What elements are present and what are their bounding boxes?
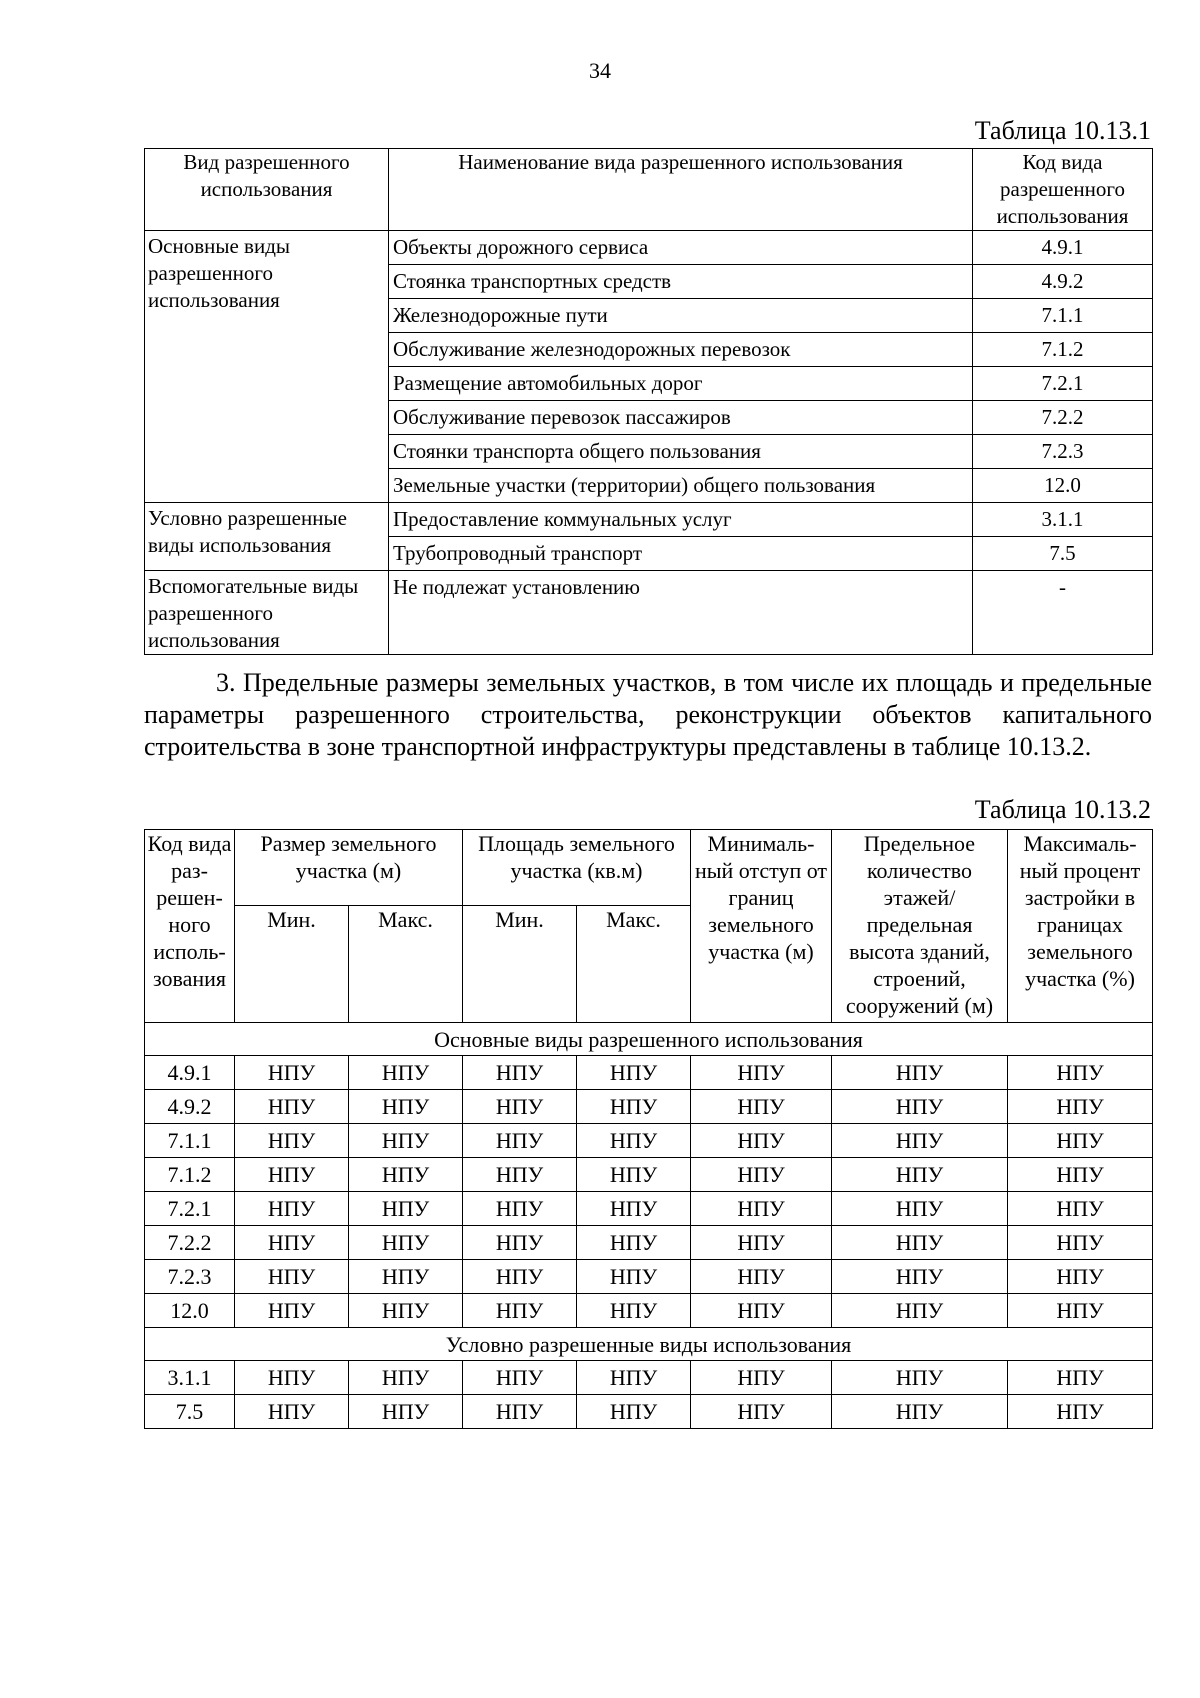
code-cell: 7.2.1 [145,1192,235,1226]
use-name-cell: Земельные участки (территории) общего пользования [389,469,973,503]
section-row [145,1023,1153,1056]
header-area-min: Мин. [463,906,577,1023]
table-caption: Таблица 10.13.1 [974,116,1151,145]
table-row [145,1090,1153,1124]
use-name-cell: Железнодорожные пути [389,299,973,333]
table-caption: Таблица 10.13.2 [974,795,1151,824]
value-cell: НПУ [1008,1056,1153,1090]
header-size-max: Макс. [349,906,463,1023]
value-cell: НПУ [1008,1124,1153,1158]
value-cell: НПУ [1008,1158,1153,1192]
section-title: Условно разрешенные виды использования [145,1328,1153,1361]
header-use-name: Наименование вида разрешенного использования [389,149,973,231]
use-code-cell: - [973,571,1153,655]
table-row [145,1361,1153,1395]
value-cell: НПУ [832,1226,1008,1260]
code-cell: 7.2.2 [145,1226,235,1260]
value-cell: НПУ [1008,1395,1153,1429]
value-cell: НПУ [832,1395,1008,1429]
value-cell: НПУ [235,1192,349,1226]
value-cell: НПУ [463,1294,577,1328]
value-cell: НПУ [1008,1260,1153,1294]
permitted-use-table-body [145,231,1153,655]
value-cell: НПУ [1008,1192,1153,1226]
value-cell: НПУ [577,1056,691,1090]
value-cell: НПУ [235,1294,349,1328]
value-cell: НПУ [832,1124,1008,1158]
value-cell: НПУ [235,1226,349,1260]
value-cell: НПУ [349,1192,463,1226]
table-row [145,1395,1153,1429]
table-row [145,1056,1153,1090]
table-row [145,1192,1153,1226]
use-name-cell: Стоянки транспорта общего пользования [389,435,973,469]
value-cell: НПУ [577,1395,691,1429]
table-row [145,1226,1153,1260]
value-cell: НПУ [235,1056,349,1090]
value-cell: НПУ [463,1158,577,1192]
value-cell: НПУ [691,1260,832,1294]
body-paragraph: 3. Предельные размеры земельных участков, в том числе их площадь и предельные параметры разрешенного строительства, реконструкции объектов капитального строительства в зоне транспортной инфраструктуры представлены в таблице 10.13.2. [144,668,1152,761]
value-cell: НПУ [832,1361,1008,1395]
use-name-cell: Обслуживание перевозок пассажиров [389,401,973,435]
table-row [145,1294,1153,1328]
use-code-cell: 12.0 [973,469,1153,503]
value-cell: НПУ [832,1090,1008,1124]
table-row [145,503,1153,537]
use-name-cell: Не подлежат установлению [389,571,973,655]
use-code-cell: 7.2.3 [973,435,1153,469]
value-cell: НПУ [577,1361,691,1395]
permitted-use-table [144,148,1153,655]
value-cell: НПУ [577,1158,691,1192]
code-cell: 7.5 [145,1395,235,1429]
value-cell: НПУ [349,1158,463,1192]
code-cell: 3.1.1 [145,1361,235,1395]
section-row [145,1328,1153,1361]
code-cell: 12.0 [145,1294,235,1328]
plot-parameters-table-body [145,1023,1153,1429]
value-cell: НПУ [577,1294,691,1328]
header-coverage: Максималь-ный процент застройки в границах земельного участка (%) [1008,830,1153,1023]
use-code-cell: 4.9.1 [973,231,1153,265]
value-cell: НПУ [463,1361,577,1395]
use-code-cell: 7.1.2 [973,333,1153,367]
code-cell: 4.9.2 [145,1090,235,1124]
value-cell: НПУ [235,1124,349,1158]
value-cell: НПУ [463,1260,577,1294]
value-cell: НПУ [691,1090,832,1124]
section-title: Основные виды разрешенного использования [145,1023,1153,1056]
use-name-cell: Размещение автомобильных дорог [389,367,973,401]
value-cell: НПУ [349,1395,463,1429]
table-header-row [145,149,1153,231]
value-cell: НПУ [463,1056,577,1090]
header-plot-area: Площадь земельного участка (кв.м) [463,830,691,906]
value-cell: НПУ [463,1090,577,1124]
value-cell: НПУ [349,1090,463,1124]
value-cell: НПУ [832,1158,1008,1192]
value-cell: НПУ [235,1395,349,1429]
value-cell: НПУ [832,1192,1008,1226]
value-cell: НПУ [235,1090,349,1124]
value-cell: НПУ [691,1226,832,1260]
value-cell: НПУ [1008,1090,1153,1124]
value-cell: НПУ [463,1226,577,1260]
value-cell: НПУ [349,1294,463,1328]
table-row [145,1124,1153,1158]
category-cell: Вспомогательные виды разрешенного использования [145,571,389,655]
value-cell: НПУ [235,1361,349,1395]
table-row [145,1158,1153,1192]
table-header-row [145,830,1153,906]
use-code-cell: 7.1.1 [973,299,1153,333]
value-cell: НПУ [235,1158,349,1192]
use-name-cell: Стоянка транспортных средств [389,265,973,299]
value-cell: НПУ [832,1260,1008,1294]
value-cell: НПУ [577,1260,691,1294]
code-cell: 4.9.1 [145,1056,235,1090]
value-cell: НПУ [349,1124,463,1158]
use-name-cell: Объекты дорожного сервиса [389,231,973,265]
use-code-cell: 7.5 [973,537,1153,571]
value-cell: НПУ [691,1158,832,1192]
value-cell: НПУ [691,1294,832,1328]
value-cell: НПУ [691,1124,832,1158]
value-cell: НПУ [463,1192,577,1226]
value-cell: НПУ [691,1361,832,1395]
value-cell: НПУ [691,1395,832,1429]
category-cell: Условно разрешенные виды использования [145,503,389,571]
header-use-type: Вид разрешенного использования [145,149,389,231]
header-floors: Предельное количество этажей/ предельная высота зданий, строений, сооружений (м) [832,830,1008,1023]
table-row [145,1260,1153,1294]
use-name-cell: Трубопроводный транспорт [389,537,973,571]
table-row [145,571,1153,655]
table-row [145,231,1153,265]
value-cell: НПУ [832,1294,1008,1328]
header-use-code: Код вида разрешенного использования [973,149,1153,231]
value-cell: НПУ [349,1260,463,1294]
value-cell: НПУ [577,1226,691,1260]
value-cell: НПУ [1008,1361,1153,1395]
value-cell: НПУ [349,1226,463,1260]
use-code-cell: 7.2.2 [973,401,1153,435]
header-plot-size: Размер земельного участка (м) [235,830,463,906]
value-cell: НПУ [577,1192,691,1226]
value-cell: НПУ [691,1056,832,1090]
header-setback: Минималь-ный отступ от границ земельного участка (м) [691,830,832,1023]
plot-parameters-table [144,829,1153,1429]
page-number: 34 [589,58,611,83]
value-cell: НПУ [349,1361,463,1395]
code-cell: 7.2.3 [145,1260,235,1294]
use-name-cell: Предоставление коммунальных услуг [389,503,973,537]
code-cell: 7.1.1 [145,1124,235,1158]
use-code-cell: 3.1.1 [973,503,1153,537]
value-cell: НПУ [577,1090,691,1124]
value-cell: НПУ [691,1192,832,1226]
value-cell: НПУ [577,1124,691,1158]
value-cell: НПУ [463,1124,577,1158]
use-code-cell: 4.9.2 [973,265,1153,299]
value-cell: НПУ [832,1056,1008,1090]
header-code: Код вида раз-решен-ного исполь-зования [145,830,235,1023]
code-cell: 7.1.2 [145,1158,235,1192]
value-cell: НПУ [1008,1294,1153,1328]
value-cell: НПУ [1008,1226,1153,1260]
use-code-cell: 7.2.1 [973,367,1153,401]
category-cell: Основные виды разрешенного использования [145,231,389,503]
value-cell: НПУ [349,1056,463,1090]
use-name-cell: Обслуживание железнодорожных перевозок [389,333,973,367]
value-cell: НПУ [235,1260,349,1294]
header-size-min: Мин. [235,906,349,1023]
header-area-max: Макс. [577,906,691,1023]
value-cell: НПУ [463,1395,577,1429]
